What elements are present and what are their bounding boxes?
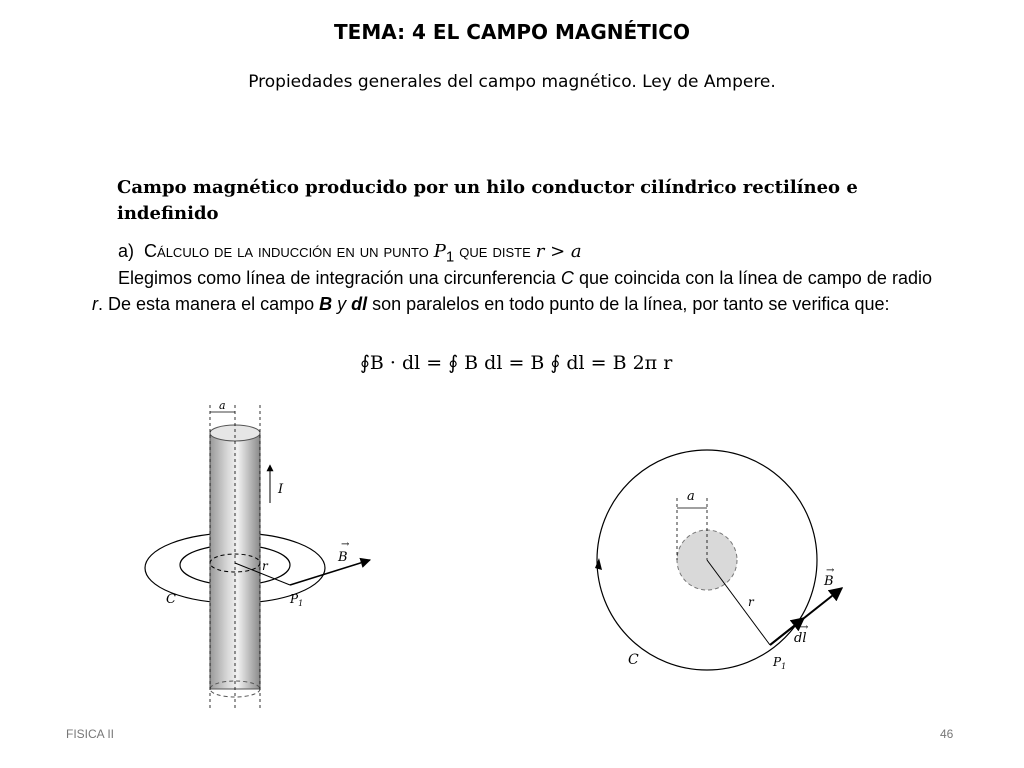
- calc-middle: que diste: [459, 241, 531, 261]
- label-P-left: $P_1$: [290, 592, 304, 608]
- calc-point-sub: 1: [445, 248, 455, 266]
- label-B-left: B: [338, 550, 348, 565]
- section-heading: Campo magnético producido por un hilo conductor cilíndrico rectilíneo e indefinido: [117, 177, 858, 224]
- label-B-right: B: [824, 574, 834, 589]
- cylinder-figure: [130, 395, 390, 715]
- label-r-left: r: [262, 559, 268, 573]
- para-r: r: [92, 294, 98, 314]
- label-P-right: $P_1$: [773, 655, 787, 671]
- para-text-3: . De esta manera el campo: [98, 294, 320, 314]
- calc-point: P: [433, 241, 446, 262]
- B-arrow-accent: →: [341, 539, 350, 550]
- calc-condition: r > a: [535, 241, 582, 262]
- label-r-right: r: [748, 595, 754, 609]
- top-view-figure: [580, 440, 870, 700]
- para-dl: dl: [351, 294, 368, 314]
- circulation-arrow: [595, 558, 602, 570]
- footer-course: FISICA II: [66, 727, 115, 741]
- dl-arrow-accent: →: [800, 622, 809, 633]
- label-a-right: a: [687, 489, 695, 504]
- page-number: 46: [940, 727, 954, 741]
- label-a-left: a: [219, 399, 226, 412]
- cylinder-top: [210, 425, 260, 441]
- label-C-left: C: [166, 592, 176, 607]
- para-text-4: son paralelos en todo punto de la línea, por tanto se verifica que:: [367, 294, 890, 314]
- slide-subtitle: Propiedades generales del campo magnético. Ley de Ampere.: [248, 72, 776, 92]
- para-B: B: [319, 294, 333, 314]
- explanation-paragraph: [92, 265, 932, 317]
- label-dl: dl: [794, 631, 807, 646]
- label-I: I: [278, 482, 284, 497]
- calc-statement: [118, 241, 582, 266]
- para-y: y: [332, 294, 352, 314]
- B-right-arrow-accent: →: [826, 565, 835, 576]
- ampere-equation: ∮B · dl = ∮ B dl = B ∮ dl = B 2π r: [360, 352, 673, 374]
- calc-label: Cálculo de la inducción en un punto: [144, 241, 429, 261]
- para-text-2: que coincida con la línea de campo de radio: [573, 268, 932, 288]
- para-text-1: Elegimos como línea de integración una circunferencia: [118, 268, 561, 288]
- label-C-right: C: [628, 652, 639, 668]
- slide-title: TEMA: 4 EL CAMPO MAGNÉTICO: [334, 20, 690, 44]
- B-vector: [290, 560, 370, 585]
- para-C: C: [560, 268, 574, 288]
- calc-prefix: a): [118, 241, 135, 261]
- radius-line-right: [707, 560, 770, 645]
